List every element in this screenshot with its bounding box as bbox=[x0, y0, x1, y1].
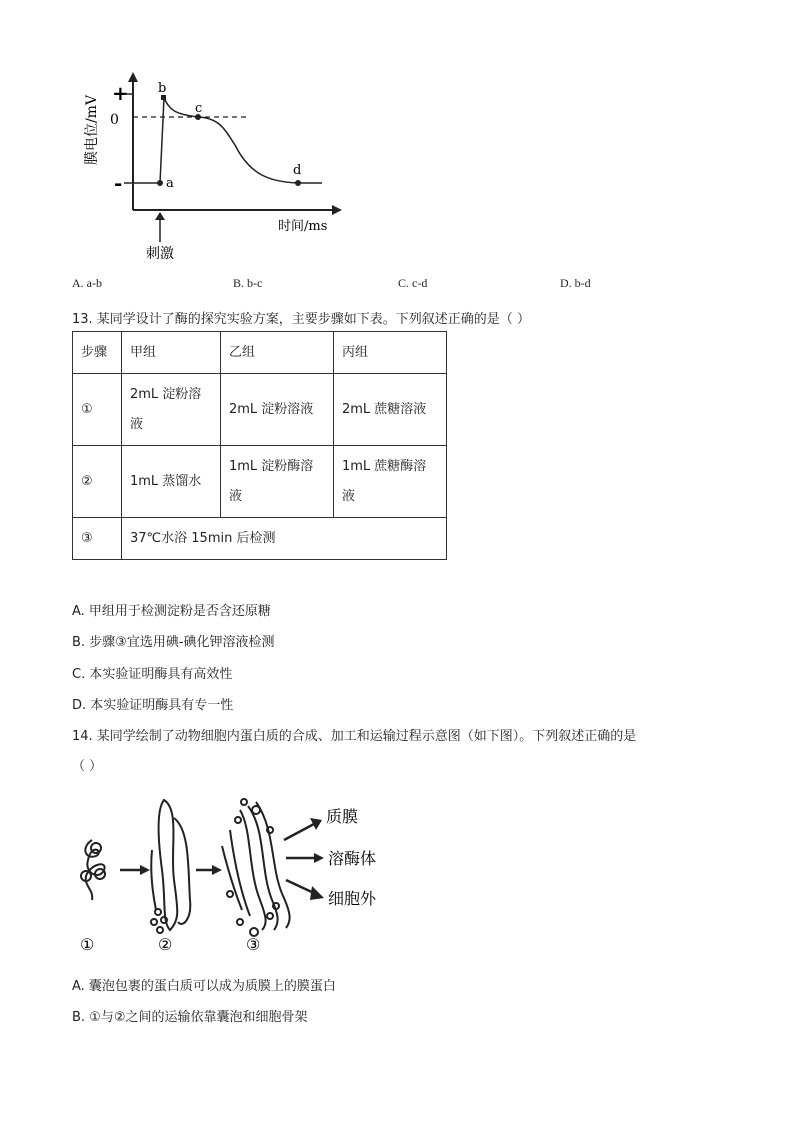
option-b: B. b-c bbox=[233, 276, 263, 290]
option-d: D. b-d bbox=[560, 276, 591, 290]
q13-stem: 13. 某同学设计了酶的探究实验方案，主要步骤如下表。下列叙述正确的是（ ） bbox=[72, 312, 530, 327]
point-d-label: d bbox=[293, 163, 302, 178]
marker-1: ① bbox=[80, 935, 95, 954]
cell: 2mL 淀粉溶 液 bbox=[122, 374, 221, 446]
x-axis-label: 时间/ms bbox=[278, 219, 328, 234]
table-row bbox=[73, 518, 447, 560]
experiment-table bbox=[72, 331, 447, 560]
cell: 1mL 蒸馏水 bbox=[122, 446, 221, 518]
protein-transport-diagram bbox=[70, 790, 430, 960]
option-a: A. a-b bbox=[72, 276, 102, 290]
plus-sign: + bbox=[112, 81, 129, 105]
header-group-b: 乙组 bbox=[221, 332, 334, 374]
q14-option-a: A. 囊泡包裹的蛋白质可以成为质膜上的膜蛋白 bbox=[72, 979, 336, 994]
label-plasma-membrane: 质膜 bbox=[326, 807, 359, 826]
point-b-label: b bbox=[158, 81, 167, 96]
label-extracellular: 细胞外 bbox=[328, 889, 377, 908]
point-a-label: a bbox=[166, 176, 174, 191]
zero-mark: 0 bbox=[110, 112, 119, 128]
q13-option-c: C. 本实验证明酶具有高效性 bbox=[72, 667, 233, 682]
q13-option-b: B. 步骤③宜选用碘-碘化钾溶液检测 bbox=[72, 635, 275, 650]
table-header-row bbox=[73, 332, 447, 374]
step-cell: ① bbox=[73, 374, 122, 446]
point-c-label: c bbox=[195, 101, 203, 116]
table-row bbox=[73, 446, 447, 518]
header-group-c: 丙组 bbox=[334, 332, 447, 374]
cell: 2mL 蔗糖溶液 bbox=[334, 374, 447, 446]
marker-3: ③ bbox=[246, 935, 261, 954]
table-row bbox=[73, 374, 447, 446]
option-c: C. c-d bbox=[398, 276, 428, 290]
label-lysosome: 溶酶体 bbox=[328, 849, 377, 868]
header-step: 步骤 bbox=[73, 332, 122, 374]
header-group-a: 甲组 bbox=[122, 332, 221, 374]
y-axis-label: 膜电位/mV bbox=[84, 94, 100, 166]
q14-option-b: B. ①与②之间的运输依靠囊泡和细胞骨架 bbox=[72, 1010, 308, 1025]
stimulus-label: 刺激 bbox=[146, 246, 174, 262]
q14-stem-line2: （ ） bbox=[72, 759, 103, 774]
cell: 2mL 淀粉溶液 bbox=[221, 374, 334, 446]
membrane-potential-graph bbox=[70, 70, 360, 270]
q13-option-a: A. 甲组用于检测淀粉是否含还原糖 bbox=[72, 604, 271, 619]
cell: 1mL 淀粉酶溶 液 bbox=[221, 446, 334, 518]
step-cell: ② bbox=[73, 446, 122, 518]
step-cell: ③ bbox=[73, 518, 122, 560]
q14-stem-line1: 14. 某同学绘制了动物细胞内蛋白质的合成、加工和运输过程示意图（如下图）。下列叙述正确的是 bbox=[72, 729, 637, 744]
minus-sign: - bbox=[114, 171, 123, 195]
merged-cell: 37℃水浴 15min 后检测 bbox=[122, 518, 447, 560]
cell: 1mL 蔗糖酶溶 液 bbox=[334, 446, 447, 518]
marker-2: ② bbox=[158, 935, 173, 954]
q13-option-d: D. 本实验证明酶具有专一性 bbox=[72, 698, 234, 713]
